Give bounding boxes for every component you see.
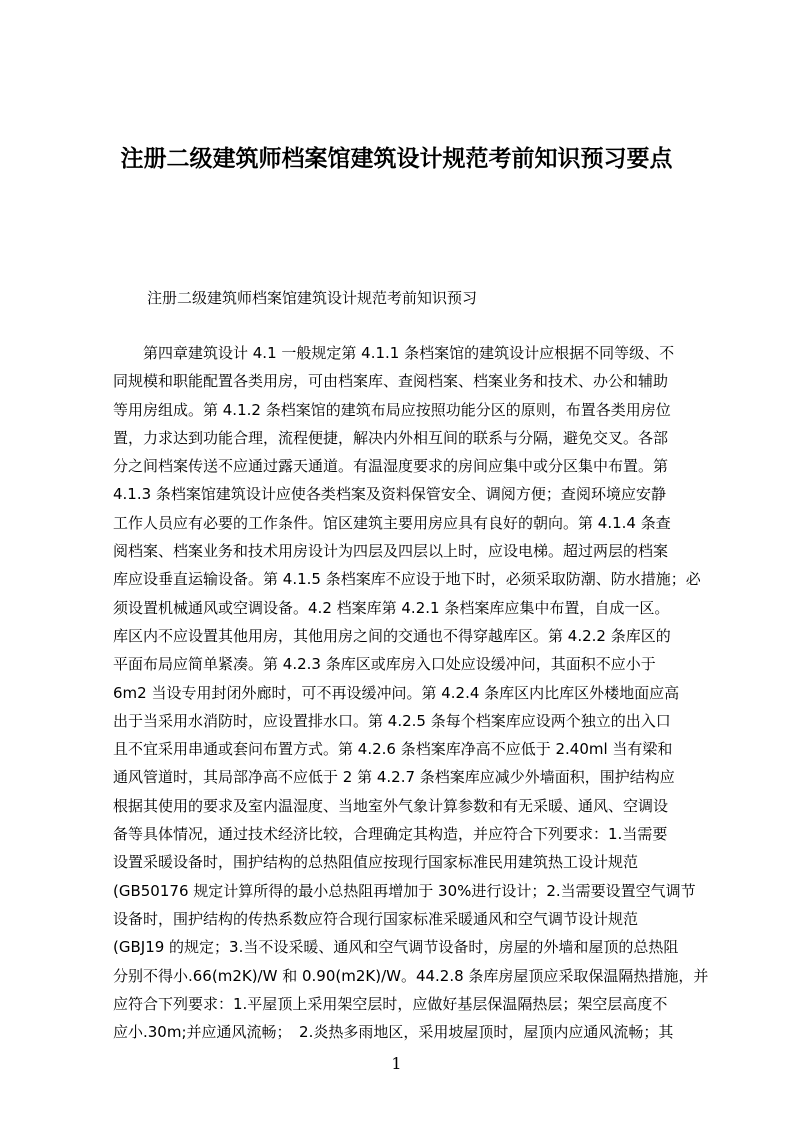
body-line: 4.1.3 条档案馆建筑设计应使各类档案及资料保管安全、调阅方便；查阅环境应安静	[113, 485, 666, 504]
body-line: 置，力求达到功能合理，流程便捷，解决内外相互间的联系与分隔，避免交叉。各部	[113, 428, 669, 447]
body-line: 根据其使用的要求及室内温湿度、当地室外气象计算参数和有无采暖、通风、空调设	[113, 796, 669, 815]
body-line: 6m2 当设专用封闭外廊时，可不再设缓冲问。第 4.2.4 条库区内比库区外楼地面应高	[113, 683, 680, 702]
document-title: 注册二级建筑师档案馆建筑设计规范考前知识预习要点	[120, 145, 673, 172]
body-line: 工作人员应有必要的工作条件。馆区建筑主要用房应具有良好的朝向。第 4.1.4 条查	[113, 513, 671, 532]
body-line: 同规模和职能配置各类用房，可由档案库、查阅档案、档案业务和技术、办公和辅助	[113, 372, 669, 391]
body-line: (GBJ19 的规定；3.当不设采暖、通风和空气调节设备时，房屋的外墙和屋顶的总热阻	[113, 938, 679, 957]
body-line: 阅档案、档案业务和技术用房设计为四层及四层以上时，应设电梯。超过两层的档案	[113, 542, 669, 561]
body-line: 通风管道时，其局部净高不应低于 2 第 4.2.7 条档案库应减少外墙面积，围护结构应	[113, 768, 675, 787]
body-line: 须设置机械通风或空调设备。4.2 档案库第 4.2.1 条档案库应集中布置，自成一区。	[113, 598, 670, 617]
body-line: 设置采暖设备时，围护结构的总热阻值应按现行国家标准民用建筑热工设计规范	[113, 853, 639, 872]
body-line: 分别不得小.66(m2K)/W 和 0.90(m2K)/W。44.2.8 条库房屋顶应采取保温隔热措施，并	[113, 966, 709, 985]
body-line: 库区内不应设置其他用房，其他用房之间的交通也不得穿越库区。第 4.2.2 条库区的	[113, 626, 671, 645]
document-subtitle: 注册二级建筑师档案馆建筑设计规范考前知识预习	[147, 289, 478, 307]
body-line: 应小.30m;并应通风流畅； 2.炎热多雨地区，采用坡屋顶时，屋顶内应通风流畅；其	[113, 1023, 674, 1042]
body-line: 分之间档案传送不应通过露天通道。有温湿度要求的房间应集中或分区集中布置。第	[113, 457, 669, 476]
body-paragraph	[113, 339, 709, 1046]
page-number: 1	[391, 1054, 402, 1073]
body-line: 第四章建筑设计 4.1 一般规定第 4.1.1 条档案馆的建筑设计应根据不同等级、不	[113, 344, 675, 362]
body-line: 等用房组成。第 4.1.2 条档案馆的建筑布局应按照功能分区的原则，布置各类用房位	[113, 400, 671, 419]
body-line: 出于当采用水消防时，应设置排水口。第 4.2.5 条每个档案库应设两个独立的出入口	[113, 711, 671, 730]
body-line: 设备时，围护结构的传热系数应符合现行国家标准采暖通风和空气调节设计规范	[113, 909, 639, 928]
body-line: 且不宜采用串通或套问布置方式。第 4.2.6 条档案库净高不应低于 2.40ml 当有梁和	[113, 740, 673, 759]
body-line: 应符合下列要求：1.平屋顶上采用架空层时，应做好基层保温隔热层；架空层高度不	[113, 994, 668, 1013]
body-line: 平面布局应简单紧凑。第 4.2.3 条库区或库房入口处应设缓冲问，其面积不应小于	[113, 655, 656, 674]
body-line: 备等具体情况，通过技术经济比较，合理确定其构造，并应符合下列要求：1.当需要	[113, 825, 668, 844]
body-line: (GB50176 规定计算所得的最小总热阻再增加于 30%进行设计；2.当需要设置空气调节	[113, 881, 696, 900]
body-line: 库应设垂直运输设备。第 4.1.5 条档案库不应设于地下时，必须采取防潮、防水措施；必	[113, 570, 701, 589]
